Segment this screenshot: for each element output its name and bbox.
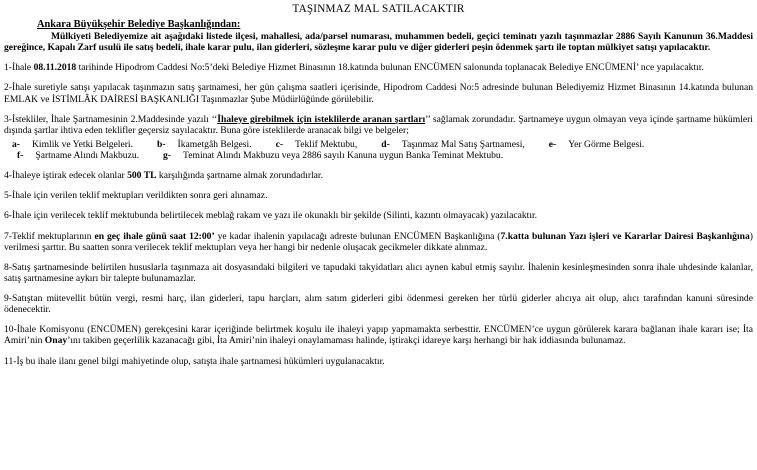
required-documents-list bbox=[4, 139, 753, 161]
specification-fee: 500 TL bbox=[127, 170, 157, 182]
tender-date: 08.11.2018 bbox=[33, 62, 77, 74]
clause-1: 1-İhale 08.11.2018 tarihinde Hipodrom Caddesi No:5’deki Belediye Hizmet Binasının 18.katında bulunan ENCÜMEN salonunda toplanacak Belediye ENCÜMENİ’ nce yapılacaktır. bbox=[4, 62, 704, 74]
intro-paragraph: Mülkiyeti Belediyemize ait aşağıdaki listede ilçesi, mahallesi, ada/parsel numarası, muhammen bedeli, geçici teminatı yazılı taşınmazlar 2886 Sayılı Kanunun 36.Maddesi gereğince, Kapalı Zarf usulü ile satış bedeli, ihale karar pulu, ilan giderleri, sözleşme karar pulu ve diğer giderleri peşin ödenmek şartı ile toptan mülkiyet satışı yapılacaktır. bbox=[4, 31, 753, 54]
announcement-title: TAŞINMAZ MAL SATILACAKTIR bbox=[292, 3, 465, 15]
submission-office: 7.katta bulunan Yazı işleri ve Kararlar Dairesi Başkanlığına bbox=[500, 230, 750, 242]
documents-row-2 bbox=[4, 150, 753, 161]
clause-number: 6- bbox=[4, 210, 12, 222]
clause-number: 7- bbox=[4, 230, 12, 242]
clause-number: 9- bbox=[4, 293, 12, 305]
document-item: e- Yer Görme Belgesi. bbox=[548, 138, 645, 150]
clause-9: 9-Satıştan mütevellit bütün vergi, resmi harç, ilan giderleri, tapu harçları, alım satım giderleri gibi ödenmesi gereken her türlü giderler alıcıya ait olup, alıcı tarafından kanuni süresinde ödenecektir. bbox=[4, 293, 753, 316]
clause-number: 5- bbox=[4, 190, 12, 202]
clause-number: 4- bbox=[4, 170, 12, 182]
document-item: c- Teklif Mektubu, bbox=[275, 138, 358, 150]
document-item: d- Taşınmaz Mal Satış Şartnamesi, bbox=[381, 138, 525, 150]
clause-number: 8- bbox=[4, 261, 12, 273]
clause-11: 11-İş bu ihale ilanı genel bilgi mahiyetinde olup, satışta ihale şartnamesi hükümleri uygulanacaktır. bbox=[4, 355, 385, 367]
clause-8: 8-Satış şartnamesinde belirtilen hususlarla taşınmaza ait dosyasındaki bilgileri ve tapudaki takyidatları alıcı aynen kabul etmiş sayılır. İhalenin kesinleşmesinden sonra ihale uhdesinde kalanlar, satış şartnamesine aykırı bir talepte bulunamazlar. bbox=[4, 261, 753, 284]
clause-number: 3- bbox=[4, 113, 12, 125]
issuing-authority-line bbox=[4, 19, 753, 31]
documents-row-1 bbox=[4, 139, 753, 150]
document-item: a- Kimlik ve Yetki Belgeleri. bbox=[12, 138, 133, 150]
clause-number: 2- bbox=[4, 82, 12, 94]
document-item: f- Şartname Alındı Makbuzu. bbox=[17, 150, 140, 162]
clause-number: 1- bbox=[4, 62, 12, 74]
clause-4: 4-İhaleye iştirak edecek olanlar 500 TL karşılığında şartname almak zorundadırlar. bbox=[4, 170, 323, 182]
clause-number: 10- bbox=[4, 324, 17, 336]
bidder-requirements: İhaleye girebilmek için isteklilerde aranan şartları bbox=[217, 113, 426, 125]
clause-3: 3-İstekliler, İhale Şartnamesinin 2.Maddesinde yazılı ‘‘İhaleye girebilmek için isteklilerde aranan şartları’’ sağlamak zorundadır. Şartnameye uygun olmayan veya içinde şartname hükümleri dışında şartlar ihtiva eden teklifler geçersiz sayılacaktır. Buna göre isteklilerde aranacak bilgi ve belgeler; a- Kimlik ve Yetki Belgeleri. b- İkametgâh Belgesi. c- Teklif Mektubu, d- Taşınmaz Mal Satış Şartnamesi, e- Yer Görme Belgesi. f- Şartname Alındı Makbuzu. g- Teminat Alındı Makbuzu veya 2886 sayılı Kanuna uygun Banka Teminat Mektubu. bbox=[4, 113, 753, 162]
clause-7: 7-Teklif mektuplarının en geç ihale günü saat 12:00’ ye kadar ihalenin yapılacağı adreste bulunan ENCÜMEN Başkanlığına (7.katta bulunan Yazı işleri ve Kararlar Dairesi Başkanlığına) verilmesi şarttır. Bu saatten sonra verilecek teklif mektupları veya her hangi bir nedenle oluşacak gecikmeler dikkate alınmaz. bbox=[4, 230, 753, 253]
clause-5: 5-İhale için verilen teklif mektupları verildikten sonra geri alınamaz. bbox=[4, 190, 268, 202]
document-item: b- İkametgâh Belgesi. bbox=[157, 138, 252, 150]
clause-6: 6-İhale için verilecek teklif mektubunda belirtilecek meblağ rakam ve yazı ile okunaklı bir şekilde (Silinti, kazıntı olmayacak) yazılacaktır. bbox=[4, 210, 538, 222]
clause-2: 2-İhale suretiyle satışı yapılacak taşınmazın satış şartnamesi, her gün çalışma saatleri içerisinde, Hipodrom Caddesi No:5 adresinde bulunan Belediyemiz Hizmet Binasının 14.katında bulunan EMLAK ve İSTİMLÂK DAİRESİ BAŞKANLIĞI Taşınmazlar Şube Müdürlüğünde görülebilir. bbox=[4, 82, 753, 105]
clause-number: 11- bbox=[4, 355, 17, 367]
issuing-authority: Ankara Büyükşehir Belediye Başkanlığından: bbox=[37, 18, 241, 30]
clause-10: 10-İhale Komisyonu (ENCÜMEN) gerekçesini karar içeriğinde belirtmek koşulu ile ihaleyi yapıp yapmamakta serbesttir. ENCÜMEN’ce uygun görülerek karara bağlanan ihale kararı ise; İta Amiri’nin Onay’ını takiben geçerlilik kazanacağı gibi, İta Amiri’nin ihaleyi onaylamaması halinde, iştirakçi idareye karşı herhangi bir hak iddiasında bulunamaz. bbox=[4, 324, 753, 347]
document-item: g- Teminat Alındı Makbuzu veya 2886 sayılı Kanuna uygun Banka Teminat Mektubu. bbox=[163, 150, 504, 162]
submission-deadline: en geç ihale günü saat 12:00’ bbox=[94, 230, 215, 242]
approval-term: Onay bbox=[44, 335, 68, 347]
